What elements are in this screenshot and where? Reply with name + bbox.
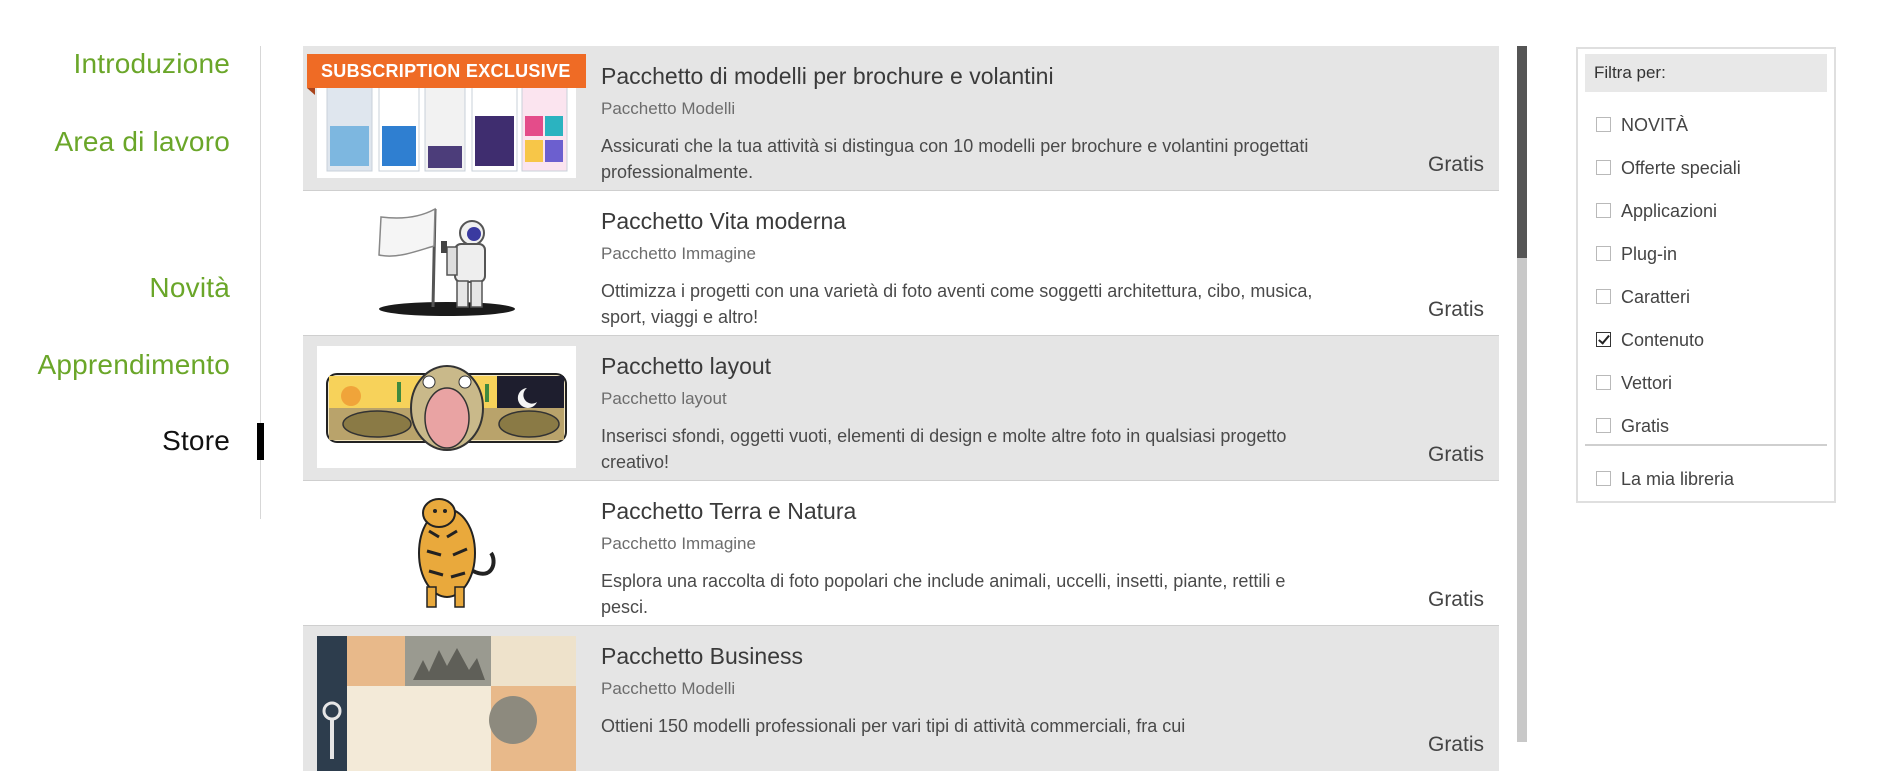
product-price[interactable]: Gratis bbox=[1427, 298, 1484, 321]
list-scrollbar[interactable] bbox=[1517, 46, 1527, 742]
product-category: Pacchetto Immagine bbox=[601, 534, 756, 553]
product-title[interactable]: Pacchetto layout bbox=[601, 353, 772, 379]
filter-option-label: NOVITÀ bbox=[1621, 115, 1689, 135]
product-description: Assicurati che la tua attività si distingua con 10 modelli per brochure e volantini progettati professionalmente. bbox=[601, 136, 1309, 182]
filter-option-label: Gratis bbox=[1621, 416, 1670, 436]
product-title[interactable]: Pacchetto Business bbox=[601, 643, 804, 669]
astronaut-flag-thumbnail bbox=[317, 201, 576, 323]
product-row[interactable] bbox=[303, 626, 1499, 771]
checkbox[interactable] bbox=[1596, 418, 1611, 433]
tiger-thumbnail bbox=[317, 491, 576, 613]
filter-option-la-mia-libreria[interactable] bbox=[1596, 467, 1734, 491]
filter-option-label: Plug-in bbox=[1621, 244, 1678, 264]
product-description: Esplora una raccolta di foto popolari che include animali, uccelli, insetti, piante, rettili e pesci. bbox=[601, 571, 1286, 617]
product-price[interactable]: Gratis bbox=[1427, 588, 1484, 611]
filter-option-gratis[interactable] bbox=[1596, 414, 1669, 438]
filter-option-contenuto[interactable] bbox=[1596, 328, 1704, 352]
product-row[interactable] bbox=[303, 336, 1499, 481]
checkbox-checked[interactable] bbox=[1596, 332, 1611, 347]
filter-option-label: Contenuto bbox=[1621, 330, 1705, 350]
snake-desert-thumbnail bbox=[317, 346, 576, 468]
filter-option-caratteri[interactable] bbox=[1596, 285, 1690, 309]
product-price[interactable]: Gratis bbox=[1427, 733, 1484, 756]
product-title[interactable]: Pacchetto Vita moderna bbox=[601, 208, 847, 234]
filter-option-label: Applicazioni bbox=[1621, 201, 1718, 221]
product-description: Ottimizza i progetti con una varietà di foto aventi come soggetti architettura, cibo, musica, sport, viaggi e altro! bbox=[601, 281, 1313, 327]
product-category: Pacchetto Immagine bbox=[601, 244, 756, 263]
product-row[interactable] bbox=[303, 481, 1499, 626]
product-price[interactable]: Gratis bbox=[1427, 443, 1484, 466]
checkbox[interactable] bbox=[1596, 203, 1611, 218]
product-description: Ottieni 150 modelli professionali per vari tipi di attività commerciali, fra cui bbox=[601, 716, 1186, 736]
filter-option-applicazioni[interactable] bbox=[1596, 199, 1717, 223]
nav-item-store[interactable]: Store bbox=[162, 425, 230, 456]
filter-header: Filtra per: bbox=[1585, 54, 1827, 92]
product-list bbox=[303, 46, 1499, 756]
checkbox[interactable] bbox=[1596, 471, 1611, 486]
business-templates-thumbnail bbox=[317, 636, 576, 771]
nav-active-indicator bbox=[257, 423, 264, 460]
nav-item-novita[interactable]: Novità bbox=[149, 272, 230, 303]
product-row[interactable] bbox=[303, 191, 1499, 336]
checkbox[interactable] bbox=[1596, 246, 1611, 261]
left-navigation bbox=[0, 0, 262, 777]
product-price[interactable]: Gratis bbox=[1427, 153, 1484, 176]
scrollbar-thumb[interactable] bbox=[1517, 46, 1527, 258]
filter-option-novita[interactable] bbox=[1596, 113, 1688, 137]
filter-option-plug-in[interactable] bbox=[1596, 242, 1677, 266]
checkbox[interactable] bbox=[1596, 160, 1611, 175]
filter-option-offerte-speciali[interactable] bbox=[1596, 156, 1741, 180]
filter-option-label: Offerte speciali bbox=[1621, 158, 1741, 178]
badge-fold bbox=[307, 88, 315, 95]
product-row[interactable] bbox=[303, 46, 1499, 191]
checkbox[interactable] bbox=[1596, 117, 1611, 132]
product-description: Inserisci sfondi, oggetti vuoti, elementi di design e molte altre foto in qualsiasi progetto creativo! bbox=[601, 426, 1287, 472]
product-category: Pacchetto Modelli bbox=[601, 679, 736, 698]
product-title[interactable]: Pacchetto di modelli per brochure e volantini bbox=[601, 63, 1054, 89]
nav-item-introduzione[interactable]: Introduzione bbox=[73, 48, 230, 79]
checkbox[interactable] bbox=[1596, 289, 1611, 304]
filter-panel bbox=[1576, 47, 1836, 503]
product-category: Pacchetto layout bbox=[601, 389, 727, 408]
nav-item-apprendimento[interactable]: Apprendimento bbox=[37, 349, 230, 380]
filter-option-label: Vettori bbox=[1621, 373, 1673, 393]
filter-option-label: Caratteri bbox=[1621, 287, 1691, 307]
filter-option-vettori[interactable] bbox=[1596, 371, 1672, 395]
subscription-exclusive-badge: SUBSCRIPTION EXCLUSIVE bbox=[307, 54, 586, 88]
product-category: Pacchetto Modelli bbox=[601, 99, 736, 118]
filter-option-label: La mia libreria bbox=[1621, 469, 1735, 489]
product-title[interactable]: Pacchetto Terra e Natura bbox=[601, 498, 857, 524]
checkbox[interactable] bbox=[1596, 375, 1611, 390]
nav-item-area-di-lavoro[interactable]: Area di lavoro bbox=[54, 126, 230, 157]
filter-separator bbox=[1585, 444, 1827, 446]
